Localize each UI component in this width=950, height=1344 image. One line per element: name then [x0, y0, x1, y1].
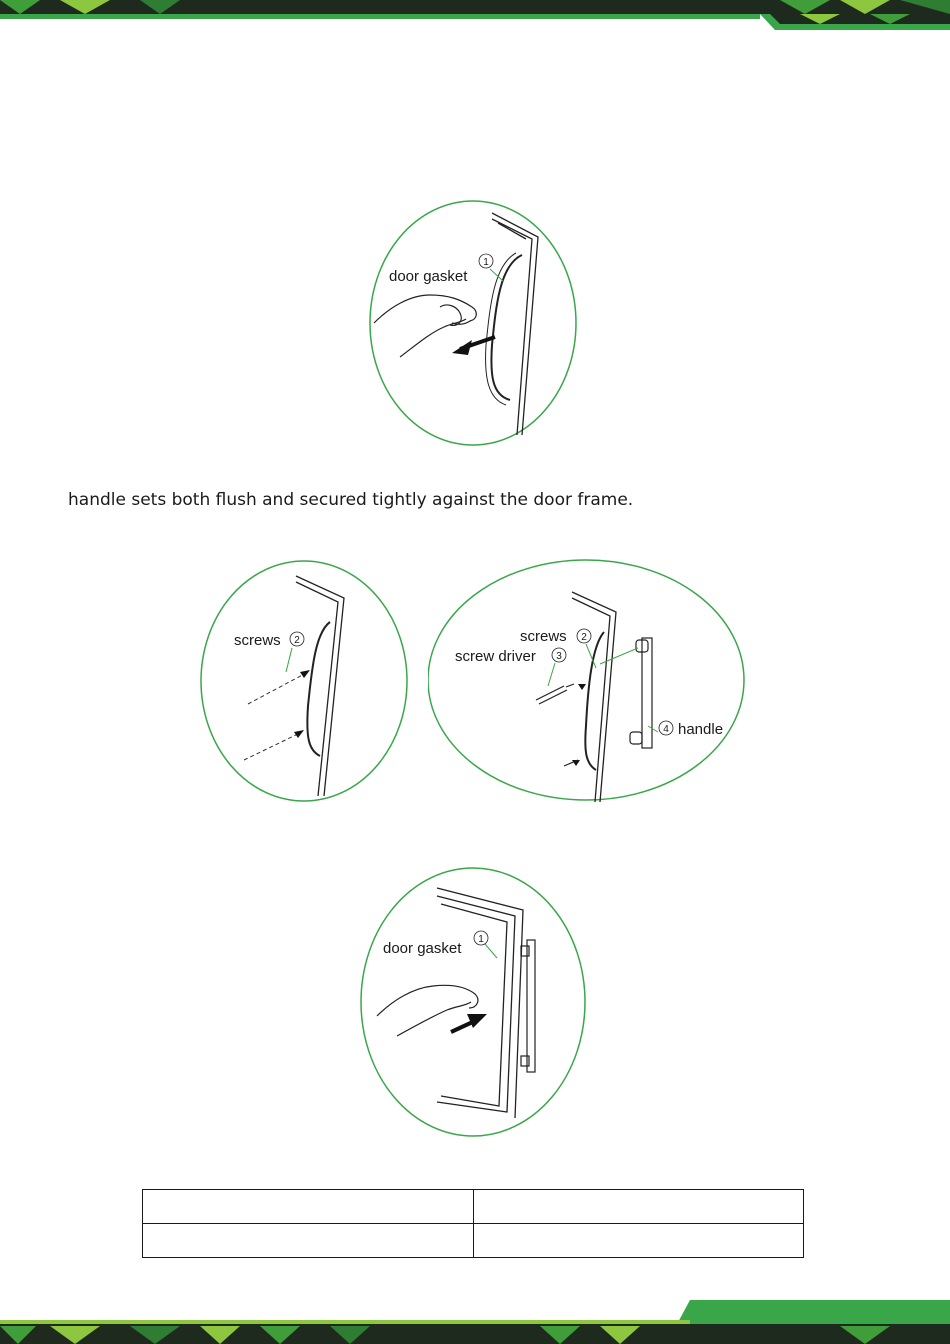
- figure-circle-outline: [370, 201, 576, 445]
- door-frame-drawing: [296, 576, 344, 796]
- callout-1: 1: [483, 257, 489, 268]
- header-band: [0, 0, 950, 34]
- screw-upper: [300, 670, 310, 678]
- screw-lower: [294, 730, 304, 738]
- screw-driver-label: screw driver: [455, 648, 536, 665]
- figure-remove-gasket: [360, 195, 590, 455]
- screw-path-upper: [248, 672, 308, 704]
- handle-label: handle: [678, 721, 724, 738]
- door-gasket-label: door gasket: [389, 268, 468, 285]
- callout-4: 4: [663, 724, 669, 735]
- screwdriver-drawing: [536, 684, 574, 704]
- callout-leader: [485, 944, 497, 958]
- instruction-text: handle sets both flush and secured tightly against the door frame.: [68, 490, 634, 510]
- screw-path-lower: [244, 732, 302, 760]
- callout-3: 3: [556, 651, 562, 662]
- door-gasket-drawing: [585, 632, 604, 770]
- callout-2: 2: [294, 635, 300, 646]
- handle-drawing: [630, 638, 652, 748]
- figure-attach-screws: [196, 556, 414, 808]
- figure-replace-gasket: [357, 866, 593, 1142]
- figure-install-handle: [428, 556, 750, 808]
- table-cell: [473, 1224, 804, 1258]
- door-frame-drawing: [572, 592, 616, 802]
- table-cell: [143, 1224, 474, 1258]
- table-row: [143, 1190, 804, 1224]
- door-frame-drawing: [437, 888, 523, 1118]
- door-gasket-label: door gasket: [383, 940, 462, 957]
- pull-arrow-head: [452, 340, 472, 355]
- door-gasket-drawing: [491, 255, 522, 400]
- screw-upper: [578, 684, 586, 690]
- footer-band: [0, 1300, 950, 1344]
- callout-leader: [600, 648, 638, 664]
- door-gasket-drawing: [307, 622, 330, 756]
- callout-2: 2: [581, 632, 587, 643]
- figure-circle-outline: [361, 868, 585, 1136]
- table-row: [143, 1224, 804, 1258]
- screws-label: screws: [520, 628, 567, 645]
- table-cell: [143, 1190, 474, 1224]
- spec-table: [142, 1189, 804, 1258]
- callout-1: 1: [478, 934, 484, 945]
- callout-leader: [286, 648, 292, 672]
- table-cell: [473, 1190, 804, 1224]
- callout-leader: [548, 663, 555, 686]
- push-arrow-head: [467, 1014, 487, 1028]
- figure-circle-outline: [428, 560, 744, 800]
- handle-drawing: [521, 940, 535, 1072]
- screws-label: screws: [234, 632, 281, 649]
- figure-circle-outline: [201, 561, 407, 801]
- callout-leader: [648, 726, 658, 732]
